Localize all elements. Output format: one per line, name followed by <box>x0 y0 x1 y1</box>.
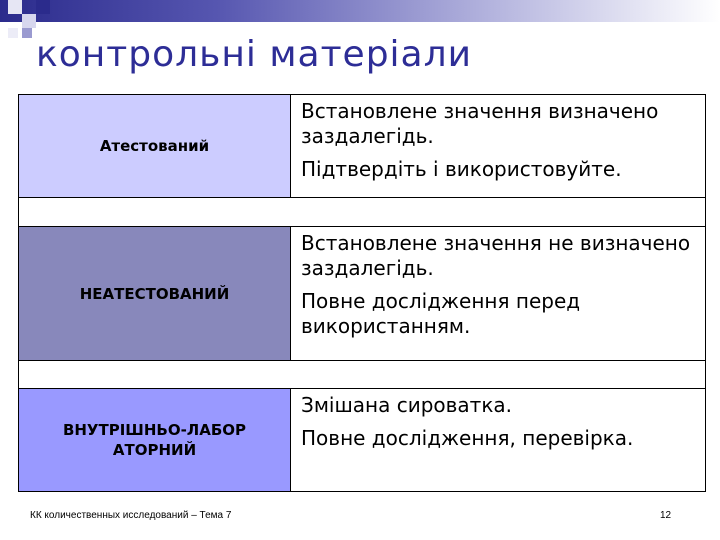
decorative-square <box>8 28 18 38</box>
table-row <box>19 227 705 361</box>
description-line: Повне дослідження, перевірка. <box>301 426 634 450</box>
description-line: Змішана сироватка. <box>301 393 513 417</box>
row-description <box>291 95 705 197</box>
row-label-certified: Атестований <box>19 95 291 197</box>
table-row <box>19 95 705 198</box>
table-spacer-row <box>19 198 705 227</box>
row-description <box>291 227 705 360</box>
description-line: Встановлене значення не визначено заздалегідь. <box>301 231 691 280</box>
row-description <box>291 389 705 491</box>
decorative-square <box>36 0 50 14</box>
materials-table <box>18 94 706 492</box>
description-line: Встановлене значення визначено заздалегідь. <box>301 99 659 148</box>
table-spacer-row <box>19 361 705 389</box>
decorative-square <box>22 28 32 38</box>
page-number: 12 <box>660 510 672 521</box>
decorative-square <box>22 14 36 28</box>
row-label-in-house: ВНУТРІШНЬО-ЛАБОР АТОРНИЙ <box>19 389 291 491</box>
description-line: Підтвердіть і використовуйте. <box>301 157 622 181</box>
decorative-square <box>8 0 22 14</box>
slide-title: контрольні матеріали <box>36 34 473 75</box>
header-decoration-band <box>0 0 720 22</box>
description-line: Повне дослідження перед використанням. <box>301 289 581 338</box>
table-row <box>19 389 705 491</box>
footer-caption: КК количественных исследований – Тема 7 <box>30 510 232 521</box>
row-label-uncertified: НЕАТЕСТОВАНИЙ <box>19 227 291 360</box>
